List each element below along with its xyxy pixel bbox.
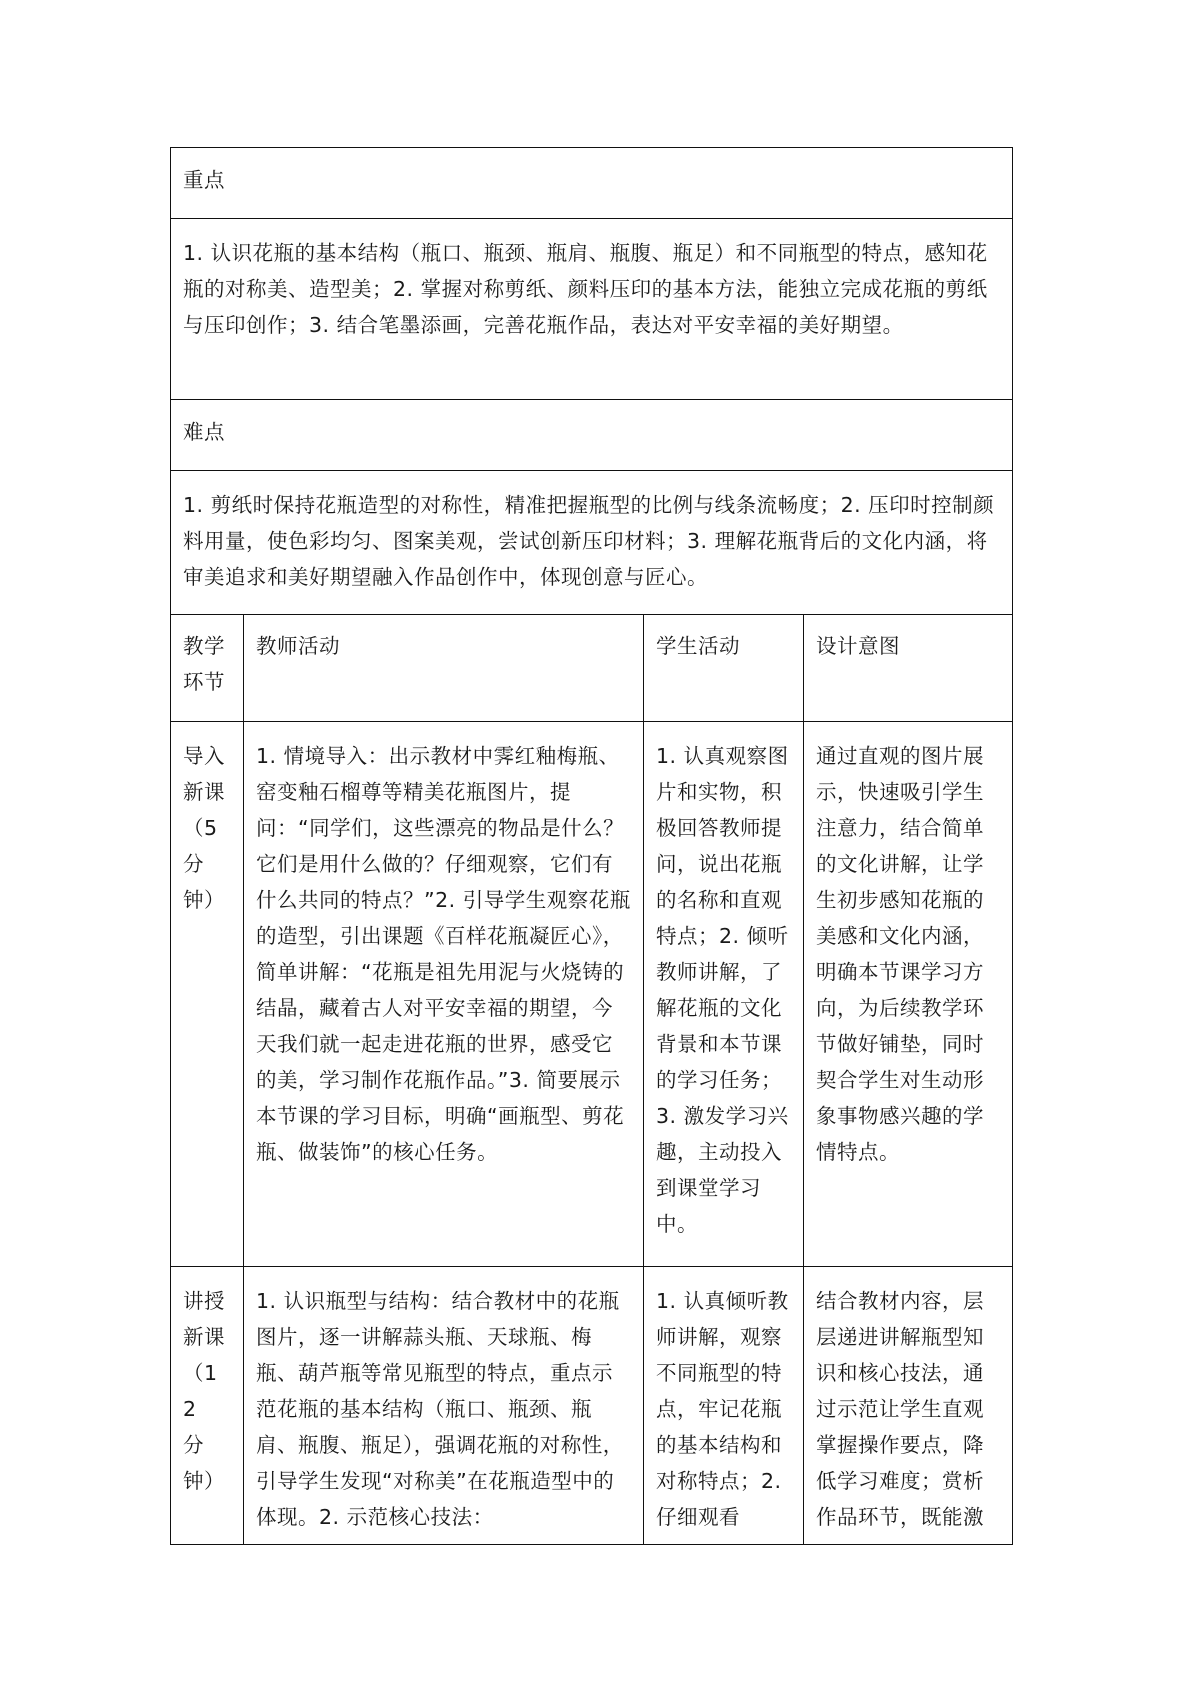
row-teacher-activity: 1. 认识瓶型与结构：结合教材中的花瓶图片，逐一讲解蒜头瓶、天球瓶、梅瓶、葫芦瓶等常见瓶型的特点，重点示范花瓶的基本结构（瓶口、瓶颈、瓶肩、瓶腹、瓶足），强调花瓶的对称性，引导学生发现“对称美”在花瓶造型中的体现。2. 示范核心技法：	[256, 1289, 624, 1529]
column-header-teacher: 教师活动	[256, 634, 340, 658]
row-stage: 导入 新课 （5 分 钟）	[183, 744, 225, 912]
row-student-activity: 1. 认真观察图片和实物，积极回答教师提问，说出花瓶的名称和直观特点；2. 倾听教师讲解，了解花瓶的文化背景和本节课的学习任务；3. 激发学习兴趣，主动投入到课堂学习中。	[656, 744, 789, 1236]
row-stage: 讲授 新课 （12 分 钟）	[183, 1289, 225, 1493]
key-points-heading-row	[171, 148, 1013, 219]
key-points-content-row	[171, 219, 1013, 400]
lesson-plan-table	[170, 147, 1013, 1545]
column-header-row	[171, 615, 1013, 722]
table-row	[171, 722, 1013, 1267]
difficult-points-heading: 难点	[183, 420, 225, 444]
column-header-student: 学生活动	[656, 634, 740, 658]
difficult-points-content: 1. 剪纸时保持花瓶造型的对称性，精准把握瓶型的比例与线条流畅度；2. 压印时控制颜料用量，使色彩均匀、图案美观，尝试创新压印材料；3. 理解花瓶背后的文化内涵，将审美追求和美好期望融入作品创作中，体现创意与匠心。	[183, 493, 995, 589]
column-header-intent: 设计意图	[816, 634, 900, 658]
difficult-points-content-row	[171, 471, 1013, 615]
key-points-heading: 重点	[183, 168, 225, 192]
column-header-stage: 教学 环节	[183, 634, 225, 694]
row-teacher-activity: 1. 情境导入：出示教材中霁红釉梅瓶、窑变釉石榴尊等精美花瓶图片，提问：“同学们，这些漂亮的物品是什么？它们是用什么做的？仔细观察，它们有什么共同的特点？”2. 引导学生观察花瓶的造型，引出课题《百样花瓶凝匠心》，简单讲解：“花瓶是祖先用泥与火烧铸的结晶，藏着古人对平安幸福的期望，今天我们就一起走进花瓶的世界，感受它的美，学习制作花瓶作品。”3. 简要展示本节课的学习目标，明确“画瓶型、剪花瓶、做装饰”的核心任务。	[256, 744, 631, 1164]
difficult-points-heading-row	[171, 400, 1013, 471]
table-row	[171, 1267, 1013, 1545]
row-design-intent: 通过直观的图片展示，快速吸引学生注意力，结合简单的文化讲解，让学生初步感知花瓶的美感和文化内涵，明确本节课学习方向，为后续教学环节做好铺垫，同时契合学生对生动形象事物感兴趣的学情特点。	[816, 744, 984, 1164]
key-points-content: 1. 认识花瓶的基本结构（瓶口、瓶颈、瓶肩、瓶腹、瓶足）和不同瓶型的特点，感知花瓶的对称美、造型美；2. 掌握对称剪纸、颜料压印的基本方法，能独立完成花瓶的剪纸与压印创作；3. 结合笔墨添画，完善花瓶作品，表达对平安幸福的美好期望。	[183, 241, 988, 337]
row-student-activity: 1. 认真倾听教师讲解，观察不同瓶型的特点，牢记花瓶的基本结构和对称特点；2. 仔细观看	[656, 1289, 789, 1529]
row-design-intent: 结合教材内容，层层递进讲解瓶型知识和核心技法，通过示范让学生直观掌握操作要点，降低学习难度；赏析作品环节，既能激	[816, 1289, 984, 1529]
